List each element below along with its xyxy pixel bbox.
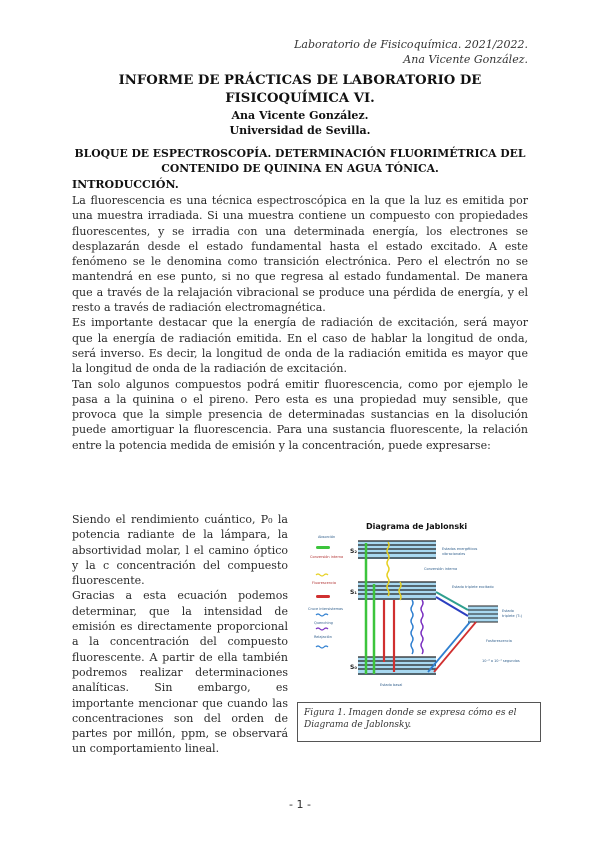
svg-text:Estado triplete excitado: Estado triplete excitado (452, 585, 494, 589)
block-title: BLOQUE DE ESPECTROSCOPÍA. DETERMINACIÓN FLUORIMÉTRICA DEL CONTENIDO DE QUININA EN AGUA TÓNICA. (74, 147, 526, 175)
svg-text:S₁: S₁ (350, 589, 357, 596)
svg-text:Fosforescencia: Fosforescencia (486, 639, 512, 643)
header-course: Laboratorio de Fisicoquímica. 2021/2022. (294, 38, 528, 51)
svg-text:Absorción: Absorción (318, 535, 336, 539)
jablonski-diagram (306, 522, 538, 694)
svg-text:vibracionales: vibracionales (442, 552, 466, 556)
diagram-title: Diagrama de Jablonski (366, 522, 468, 531)
svg-text:Estado: Estado (502, 609, 514, 613)
svg-text:triplete (T₁): triplete (T₁) (502, 614, 523, 618)
section-heading-intro: INTRODUCCIÓN. (72, 178, 179, 191)
header-author: Ana Vicente González. (403, 53, 528, 66)
svg-text:Cruce intersistemas: Cruce intersistemas (308, 607, 343, 611)
svg-text:Estados energéticos: Estados energéticos (442, 547, 478, 551)
svg-text:Conversión interna: Conversión interna (310, 555, 344, 559)
svg-text:10⁻⁴ a 10⁻¹ segundos: 10⁻⁴ a 10⁻¹ segundos (482, 659, 520, 663)
legend (308, 535, 343, 648)
svg-text:Estado basal: Estado basal (380, 683, 403, 687)
svg-text:Fluorescencia: Fluorescencia (312, 581, 337, 585)
svg-text:S₂: S₂ (350, 548, 357, 555)
running-header (294, 37, 528, 67)
body-paragraph: Siendo el rendimiento cuántico, P₀ la potencia radiante de la lámpara, la absortividad molar, l el camino óptico y la c concentración del compuesto fluorescente. (72, 513, 288, 588)
body-paragraph: Gracias a esta ecuación podemos determinar, que la intensidad de emisión es directamente proporcional a la concentración del compuesto fluorescente. A partir de ella también podremos realizar determinaciones analíticas. Sin embargo, es importante mencionar que cuando las concentraciones son del orden de partes por millón, ppm, se observará un comportamiento lineal. (72, 589, 288, 756)
left-column-text (72, 512, 288, 757)
svg-text:Relajación: Relajación (314, 635, 332, 639)
svg-text:S₀: S₀ (350, 664, 357, 671)
intro-paragraph: Tan solo algunos compuestos podrá emitir fluorescencia, como por ejemplo le pasa a la quinina o el pireno. Pero esta es una propiedad muy sensible, que provoca que la simple presencia de determinadas sustancias en la disolución puede amortiguar la fluorescencia. Para una sustancia fluorescente, la relación entre la potencia medida de emisión y la concentración, puede expresarse: (72, 377, 528, 452)
jablonski-diagram-graphic (306, 522, 538, 694)
university-name: Universidad de Sevilla. (229, 124, 371, 137)
document-title: INFORME DE PRÁCTICAS DE LABORATORIO DE FISICOQUÍMICA VI. (118, 73, 482, 106)
svg-text:Conversión interna: Conversión interna (424, 567, 458, 571)
page-number: - 1 - (289, 798, 311, 811)
intro-body (72, 193, 528, 453)
intro-paragraph: Es importante destacar que la energía de radiación de excitación, será mayor que la energía de radiación emitida. En el caso de hablar la longitud de onda, será inverso. Es decir, la longitud de onda de la radiación emitida es mayor que la longitud de onda de la radiación de excitación. (72, 316, 528, 376)
intro-paragraph: La fluorescencia es una técnica espectroscópica en la que la luz es emitida por una muestra irradiada. Si una muestra contiene un compuesto con propiedades fluorescentes, y se irradia con una determinada energía, los electrones se desplazarán desde el estado fundamental hasta el estado excitado. A este fenómeno se le denomina como transición electrónica. Pero el electrón no se mantendrá en ese punto, si no que regresa al estado fundamental. De manera que a través de la relajación vibracional se produce una pérdida de energía, y el resto a través de radiación electromagnética. (72, 194, 528, 315)
author-block (60, 108, 540, 138)
author-name: Ana Vicente González. (231, 109, 369, 122)
figure-caption: Figura 1. Imagen donde se expresa cómo es el Diagrama de Jablonsky. (297, 702, 541, 742)
svg-text:Quenching: Quenching (314, 621, 333, 625)
